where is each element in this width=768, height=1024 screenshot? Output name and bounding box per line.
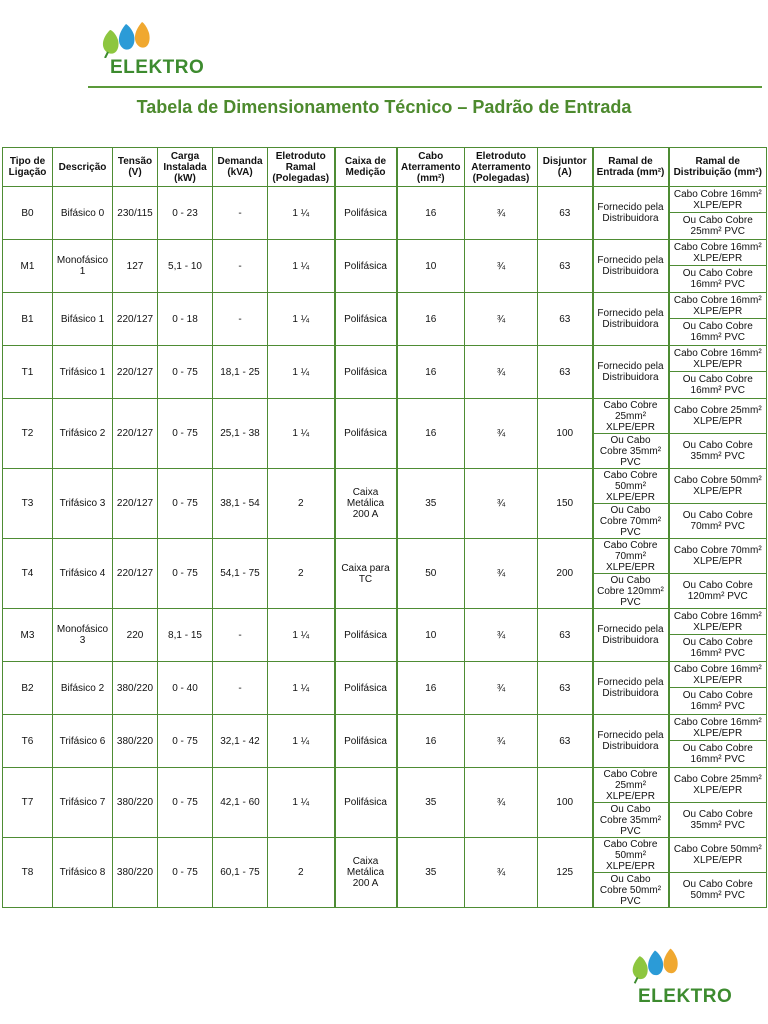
cell-caixa: Polifásica <box>335 768 397 838</box>
cell-carga: 0 - 75 <box>158 539 213 609</box>
cell-cabo-aterramento: 16 <box>397 399 465 469</box>
cell-descricao: Bifásico 0 <box>53 187 113 240</box>
cell-ramal-entrada: Cabo Cobre 50mm² XLPE/EPR <box>593 838 669 873</box>
cell-tipo: T3 <box>3 469 53 539</box>
column-header: Disjuntor (A) <box>538 148 593 187</box>
cell-caixa: Polifásica <box>335 293 397 346</box>
elektro-logo-top <box>96 18 216 80</box>
cell-tipo: B1 <box>3 293 53 346</box>
title-divider <box>88 86 762 88</box>
column-header: Descrição <box>53 148 113 187</box>
cell-disjuntor: 63 <box>538 293 593 346</box>
elektro-drops-icon <box>626 944 680 984</box>
cell-demanda: 42,1 - 60 <box>213 768 268 838</box>
cell-tipo: T2 <box>3 399 53 469</box>
cell-tipo: T4 <box>3 539 53 609</box>
cell-tensao: 230/115 <box>113 187 158 240</box>
cell-tensao: 380/220 <box>113 715 158 768</box>
cell-demanda: 32,1 - 42 <box>213 715 268 768</box>
cell-disjuntor: 63 <box>538 715 593 768</box>
cell-carga: 0 - 75 <box>158 346 213 399</box>
cell-ramal-distribuicao: Cabo Cobre 70mm² XLPE/EPR <box>669 539 767 574</box>
cell-eletroduto-aterramento: ¾ <box>465 609 538 662</box>
cell-ramal-distribuicao-alt: Ou Cabo Cobre 50mm² PVC <box>669 873 767 908</box>
cell-disjuntor: 63 <box>538 609 593 662</box>
cell-tensao: 220/127 <box>113 469 158 539</box>
cell-cabo-aterramento: 10 <box>397 240 465 293</box>
table-header-row <box>3 148 767 187</box>
cell-ramal-entrada-alt: Ou Cabo Cobre 35mm² PVC <box>593 803 669 838</box>
cell-eletroduto-ramal: 1 ¼ <box>268 768 335 838</box>
cell-descricao: Trifásico 2 <box>53 399 113 469</box>
cell-ramal-distribuicao: Cabo Cobre 16mm² XLPE/EPR <box>669 187 767 213</box>
cell-caixa: Polifásica <box>335 399 397 469</box>
elektro-logo-bottom <box>624 944 754 1008</box>
cell-tensao: 380/220 <box>113 838 158 908</box>
cell-eletroduto-ramal: 2 <box>268 469 335 539</box>
cell-tensao: 220/127 <box>113 293 158 346</box>
cell-disjuntor: 63 <box>538 662 593 715</box>
cell-descricao: Trifásico 6 <box>53 715 113 768</box>
cell-demanda: 38,1 - 54 <box>213 469 268 539</box>
cell-eletroduto-ramal: 1 ¼ <box>268 346 335 399</box>
cell-disjuntor: 125 <box>538 838 593 908</box>
cell-cabo-aterramento: 35 <box>397 838 465 908</box>
cell-ramal-entrada: Fornecido pela Distribuidora <box>593 293 669 346</box>
cell-cabo-aterramento: 16 <box>397 293 465 346</box>
cell-tipo: M3 <box>3 609 53 662</box>
table-row <box>3 609 767 635</box>
cell-descricao: Monofásico 1 <box>53 240 113 293</box>
brand-name: ELEKTRO <box>110 57 205 78</box>
table-row <box>3 469 767 504</box>
cell-tensao: 380/220 <box>113 662 158 715</box>
cell-ramal-entrada-alt: Ou Cabo Cobre 35mm² PVC <box>593 434 669 469</box>
cell-eletroduto-ramal: 2 <box>268 838 335 908</box>
column-header: Cabo Aterramento (mm²) <box>397 148 465 187</box>
cell-demanda: 18,1 - 25 <box>213 346 268 399</box>
cell-tipo: T6 <box>3 715 53 768</box>
table-row <box>3 838 767 873</box>
cell-demanda: - <box>213 240 268 293</box>
cell-cabo-aterramento: 50 <box>397 539 465 609</box>
cell-caixa: Caixa para TC <box>335 539 397 609</box>
cell-cabo-aterramento: 35 <box>397 469 465 539</box>
cell-ramal-distribuicao-alt: Ou Cabo Cobre 120mm² PVC <box>669 574 767 609</box>
cell-descricao: Trifásico 4 <box>53 539 113 609</box>
cell-caixa: Polifásica <box>335 662 397 715</box>
table-row <box>3 399 767 434</box>
cell-ramal-distribuicao: Cabo Cobre 25mm² XLPE/EPR <box>669 399 767 434</box>
cell-demanda: - <box>213 293 268 346</box>
cell-eletroduto-aterramento: ¾ <box>465 346 538 399</box>
cell-ramal-entrada: Fornecido pela Distribuidora <box>593 240 669 293</box>
cell-disjuntor: 100 <box>538 768 593 838</box>
cell-eletroduto-ramal: 1 ¼ <box>268 399 335 469</box>
cell-eletroduto-aterramento: ¾ <box>465 662 538 715</box>
cell-ramal-distribuicao: Cabo Cobre 16mm² XLPE/EPR <box>669 293 767 319</box>
cell-descricao: Trifásico 3 <box>53 469 113 539</box>
cell-ramal-distribuicao: Cabo Cobre 16mm² XLPE/EPR <box>669 609 767 635</box>
cell-ramal-distribuicao-alt: Ou Cabo Cobre 25mm² PVC <box>669 213 767 240</box>
cell-ramal-distribuicao: Cabo Cobre 16mm² XLPE/EPR <box>669 240 767 266</box>
cell-ramal-entrada-alt: Ou Cabo Cobre 70mm² PVC <box>593 504 669 539</box>
cell-eletroduto-aterramento: ¾ <box>465 539 538 609</box>
cell-descricao: Monofásico 3 <box>53 609 113 662</box>
column-header: Eletroduto Aterramento (Polegadas) <box>465 148 538 187</box>
cell-eletroduto-ramal: 1 ¼ <box>268 187 335 240</box>
table-row <box>3 293 767 319</box>
cell-eletroduto-aterramento: ¾ <box>465 187 538 240</box>
cell-eletroduto-aterramento: ¾ <box>465 838 538 908</box>
cell-ramal-distribuicao: Cabo Cobre 16mm² XLPE/EPR <box>669 662 767 688</box>
table-row <box>3 240 767 266</box>
cell-caixa: Caixa Metálica 200 A <box>335 469 397 539</box>
cell-caixa: Caixa Metálica 200 A <box>335 838 397 908</box>
cell-ramal-entrada: Cabo Cobre 50mm² XLPE/EPR <box>593 469 669 504</box>
cell-eletroduto-ramal: 1 ¼ <box>268 715 335 768</box>
column-header: Tensão (V) <box>113 148 158 187</box>
cell-tipo: T8 <box>3 838 53 908</box>
cell-ramal-distribuicao-alt: Ou Cabo Cobre 16mm² PVC <box>669 319 767 346</box>
cell-eletroduto-aterramento: ¾ <box>465 715 538 768</box>
brand-name: ELEKTRO <box>638 986 733 1007</box>
cell-caixa: Polifásica <box>335 609 397 662</box>
cell-disjuntor: 63 <box>538 187 593 240</box>
cell-ramal-distribuicao-alt: Ou Cabo Cobre 35mm² PVC <box>669 434 767 469</box>
cell-ramal-entrada: Fornecido pela Distribuidora <box>593 662 669 715</box>
column-header: Caixa de Medição <box>335 148 397 187</box>
cell-carga: 0 - 23 <box>158 187 213 240</box>
cell-descricao: Bifásico 1 <box>53 293 113 346</box>
cell-eletroduto-ramal: 1 ¼ <box>268 240 335 293</box>
cell-disjuntor: 63 <box>538 240 593 293</box>
cell-caixa: Polifásica <box>335 240 397 293</box>
cell-eletroduto-aterramento: ¾ <box>465 399 538 469</box>
cell-carga: 0 - 75 <box>158 715 213 768</box>
cell-eletroduto-aterramento: ¾ <box>465 469 538 539</box>
cell-tipo: T7 <box>3 768 53 838</box>
cell-tipo: T1 <box>3 346 53 399</box>
cell-tensao: 380/220 <box>113 768 158 838</box>
cell-descricao: Trifásico 7 <box>53 768 113 838</box>
table-row <box>3 662 767 688</box>
cell-ramal-entrada: Cabo Cobre 25mm² XLPE/EPR <box>593 768 669 803</box>
cell-tipo: B2 <box>3 662 53 715</box>
cell-cabo-aterramento: 35 <box>397 768 465 838</box>
dimension-table <box>2 147 767 908</box>
cell-descricao: Bifásico 2 <box>53 662 113 715</box>
cell-ramal-distribuicao: Cabo Cobre 50mm² XLPE/EPR <box>669 469 767 504</box>
cell-ramal-entrada-alt: Ou Cabo Cobre 50mm² PVC <box>593 873 669 908</box>
cell-disjuntor: 150 <box>538 469 593 539</box>
cell-ramal-entrada: Fornecido pela Distribuidora <box>593 187 669 240</box>
cell-ramal-distribuicao: Cabo Cobre 25mm² XLPE/EPR <box>669 768 767 803</box>
cell-ramal-distribuicao-alt: Ou Cabo Cobre 16mm² PVC <box>669 372 767 399</box>
cell-carga: 0 - 75 <box>158 399 213 469</box>
cell-demanda: 54,1 - 75 <box>213 539 268 609</box>
table-row <box>3 346 767 372</box>
cell-disjuntor: 200 <box>538 539 593 609</box>
cell-ramal-distribuicao: Cabo Cobre 16mm² XLPE/EPR <box>669 346 767 372</box>
cell-carga: 8,1 - 15 <box>158 609 213 662</box>
cell-eletroduto-aterramento: ¾ <box>465 240 538 293</box>
cell-descricao: Trifásico 1 <box>53 346 113 399</box>
cell-ramal-entrada: Fornecido pela Distribuidora <box>593 346 669 399</box>
cell-carga: 5,1 - 10 <box>158 240 213 293</box>
column-header: Tipo de Ligação <box>3 148 53 187</box>
cell-eletroduto-ramal: 2 <box>268 539 335 609</box>
cell-eletroduto-aterramento: ¾ <box>465 768 538 838</box>
table-row <box>3 715 767 741</box>
column-header: Demanda (kVA) <box>213 148 268 187</box>
column-header: Eletroduto Ramal (Polegadas) <box>268 148 335 187</box>
cell-ramal-distribuicao-alt: Ou Cabo Cobre 16mm² PVC <box>669 741 767 768</box>
cell-cabo-aterramento: 16 <box>397 715 465 768</box>
cell-demanda: 25,1 - 38 <box>213 399 268 469</box>
cell-ramal-distribuicao-alt: Ou Cabo Cobre 16mm² PVC <box>669 688 767 715</box>
cell-ramal-distribuicao: Cabo Cobre 16mm² XLPE/EPR <box>669 715 767 741</box>
cell-cabo-aterramento: 16 <box>397 187 465 240</box>
table-row <box>3 187 767 213</box>
cell-ramal-entrada: Fornecido pela Distribuidora <box>593 609 669 662</box>
cell-demanda: - <box>213 609 268 662</box>
cell-ramal-entrada: Fornecido pela Distribuidora <box>593 715 669 768</box>
table-row <box>3 768 767 803</box>
page-title: Tabela de Dimensionamento Técnico – Padrão de Entrada <box>136 97 632 117</box>
elektro-drops-icon <box>96 18 152 58</box>
cell-tipo: B0 <box>3 187 53 240</box>
cell-tensao: 220/127 <box>113 539 158 609</box>
cell-cabo-aterramento: 10 <box>397 609 465 662</box>
cell-caixa: Polifásica <box>335 187 397 240</box>
cell-tipo: M1 <box>3 240 53 293</box>
cell-eletroduto-ramal: 1 ¼ <box>268 609 335 662</box>
cell-ramal-entrada-alt: Ou Cabo Cobre 120mm² PVC <box>593 574 669 609</box>
cell-tensao: 220 <box>113 609 158 662</box>
column-header: Ramal de Distribuição (mm²) <box>669 148 767 187</box>
cell-cabo-aterramento: 16 <box>397 662 465 715</box>
column-header: Ramal de Entrada (mm²) <box>593 148 669 187</box>
cell-ramal-distribuicao: Cabo Cobre 50mm² XLPE/EPR <box>669 838 767 873</box>
cell-tensao: 220/127 <box>113 399 158 469</box>
cell-disjuntor: 63 <box>538 346 593 399</box>
cell-descricao: Trifásico 8 <box>53 838 113 908</box>
cell-demanda: - <box>213 662 268 715</box>
cell-ramal-distribuicao-alt: Ou Cabo Cobre 35mm² PVC <box>669 803 767 838</box>
cell-ramal-distribuicao-alt: Ou Cabo Cobre 16mm² PVC <box>669 635 767 662</box>
table-row <box>3 539 767 574</box>
cell-eletroduto-ramal: 1 ¼ <box>268 662 335 715</box>
cell-carga: 0 - 75 <box>158 768 213 838</box>
cell-tensao: 220/127 <box>113 346 158 399</box>
cell-demanda: 60,1 - 75 <box>213 838 268 908</box>
cell-tensao: 127 <box>113 240 158 293</box>
cell-carga: 0 - 75 <box>158 838 213 908</box>
cell-disjuntor: 100 <box>538 399 593 469</box>
cell-cabo-aterramento: 16 <box>397 346 465 399</box>
cell-carga: 0 - 75 <box>158 469 213 539</box>
cell-eletroduto-aterramento: ¾ <box>465 293 538 346</box>
cell-ramal-distribuicao-alt: Ou Cabo Cobre 16mm² PVC <box>669 266 767 293</box>
cell-ramal-distribuicao-alt: Ou Cabo Cobre 70mm² PVC <box>669 504 767 539</box>
cell-ramal-entrada: Cabo Cobre 70mm² XLPE/EPR <box>593 539 669 574</box>
cell-caixa: Polifásica <box>335 715 397 768</box>
column-header: Carga Instalada (kW) <box>158 148 213 187</box>
cell-carga: 0 - 40 <box>158 662 213 715</box>
cell-caixa: Polifásica <box>335 346 397 399</box>
cell-demanda: - <box>213 187 268 240</box>
cell-eletroduto-ramal: 1 ¼ <box>268 293 335 346</box>
cell-ramal-entrada: Cabo Cobre 25mm² XLPE/EPR <box>593 399 669 434</box>
cell-carga: 0 - 18 <box>158 293 213 346</box>
